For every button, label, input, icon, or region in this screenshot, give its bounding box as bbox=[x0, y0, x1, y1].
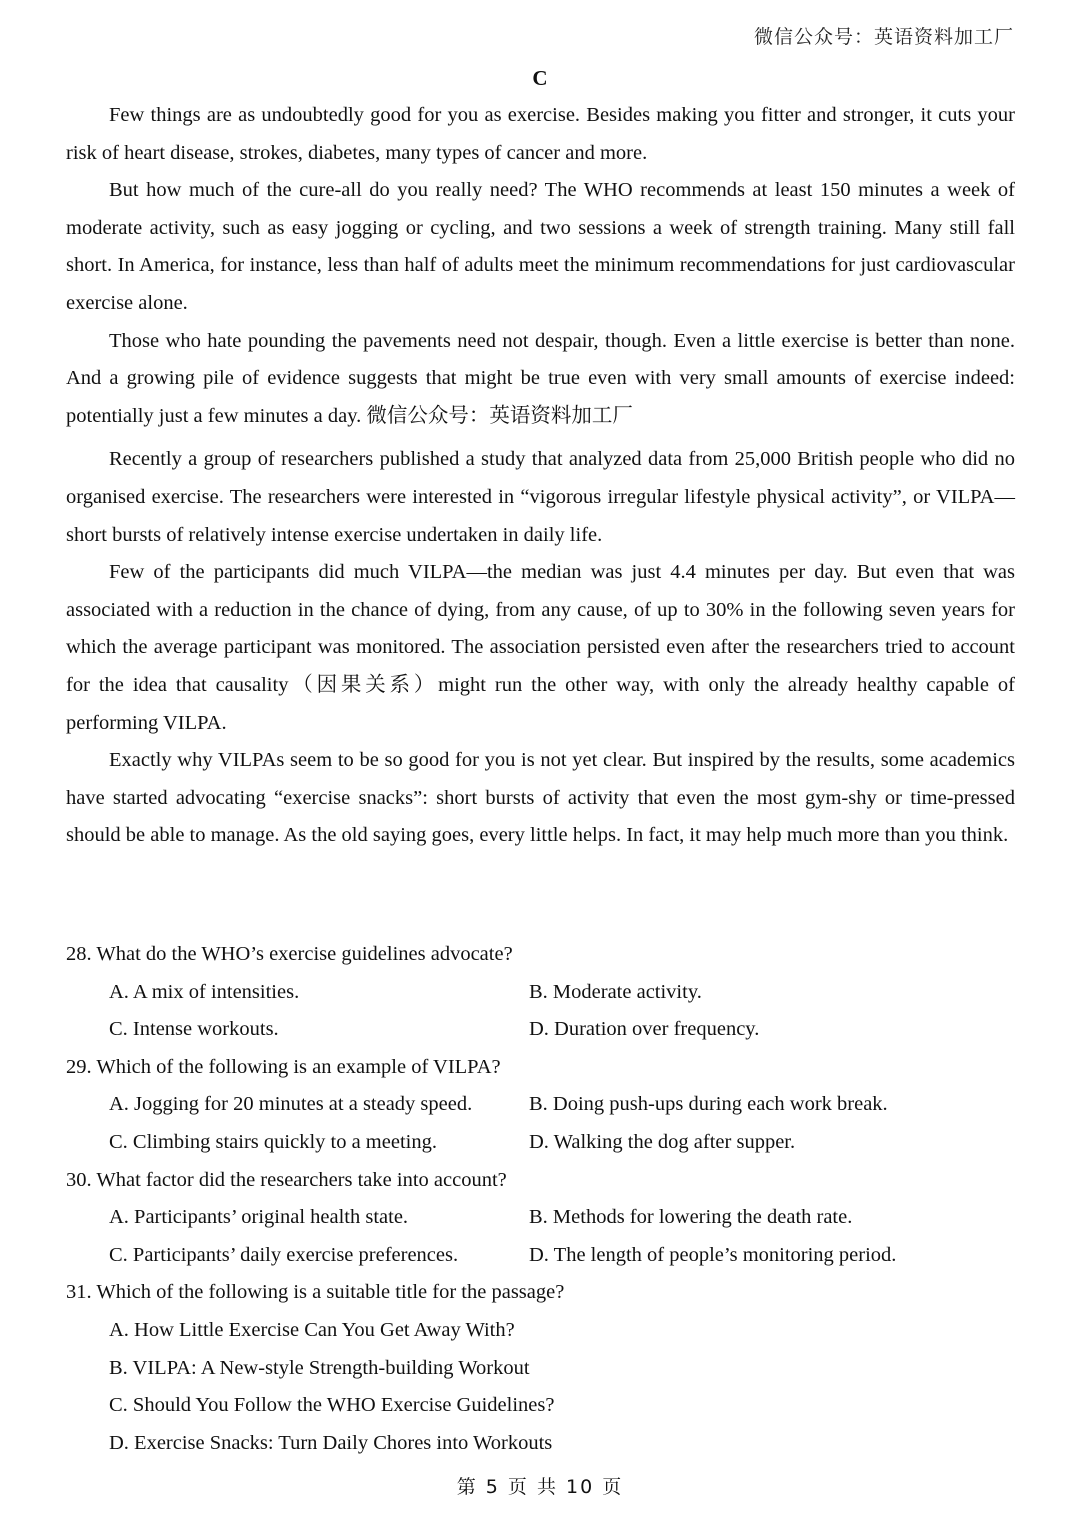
question-28 bbox=[66, 936, 1015, 1049]
option-d: D. Duration over frequency. bbox=[529, 1018, 760, 1041]
option-a: A. Jogging for 20 minutes at a steady speed. bbox=[109, 1093, 473, 1116]
page-number: 第 5 页 共 10 页 bbox=[456, 1476, 624, 1498]
option-d: D. Exercise Snacks: Turn Daily Chores into Workouts bbox=[109, 1431, 553, 1454]
question-stem: 29. Which of the following is an example of VILPA? bbox=[66, 1055, 501, 1078]
option-a: A. A mix of intensities. bbox=[109, 980, 300, 1003]
option-b: B. Doing push-ups during each work break. bbox=[529, 1093, 888, 1116]
reading-passage bbox=[66, 97, 1015, 855]
question-stem: 28. What do the WHO’s exercise guidelines advocate? bbox=[66, 943, 513, 965]
option-a: A. Participants’ original health state. bbox=[109, 1206, 409, 1229]
option-d: D. The length of people’s monitoring period. bbox=[529, 1243, 897, 1266]
question-list bbox=[66, 936, 1015, 1462]
section-letter: C bbox=[532, 66, 548, 90]
passage-paragraph-3: Those who hate pounding the pavements need not despair, though. Even a little exercise is better than none. And a growing pile of evidence suggests that might be true even with very small amounts of exercise indeed: potentially just a few minutes a day. 微信公众号：英语资料加工厂 bbox=[66, 329, 1015, 427]
passage-paragraph-6: Exactly why VILPAs seem to be so good for you is not yet clear. But inspired by the results, some academics have started advocating “exercise snacks”: short bursts of activity that even the most gym-shy or time-pressed should be able to manage. As the old saying goes, every little helps. In fact, it may help much more than you think. bbox=[66, 749, 1015, 847]
option-c: C. Should You Follow the WHO Exercise Guidelines? bbox=[109, 1394, 555, 1417]
watermark-header: 微信公众号：英语资料加工厂 bbox=[753, 26, 1014, 48]
question-31 bbox=[66, 1274, 1015, 1462]
option-b: B. Moderate activity. bbox=[529, 980, 702, 1003]
option-b: B. Methods for lowering the death rate. bbox=[529, 1206, 853, 1229]
question-stem: 30. What factor did the researchers take into account? bbox=[66, 1168, 507, 1191]
passage-paragraph-1: Few things are as undoubtedly good for you as exercise. Besides making you fitter and stronger, it cuts your risk of heart disease, strokes, diabetes, many types of cancer and more. bbox=[66, 104, 1015, 164]
question-30 bbox=[66, 1162, 1015, 1275]
question-29 bbox=[66, 1049, 1015, 1162]
option-a: A. How Little Exercise Can You Get Away With? bbox=[109, 1318, 515, 1341]
passage-paragraph-5: Few of the participants did much VILPA—the median was just 4.4 minutes per day. But even that was associated with a reduction in the chance of dying, from any cause, of up to 30% in the following seven years for which the average participant was monitored. The association persisted even after the researchers tried to account for the idea that causality（因果关系）might run the other way, with only the already healthy capable of performing VILPA. bbox=[66, 561, 1015, 734]
option-c: C. Intense workouts. bbox=[109, 1018, 279, 1041]
option-b: B. VILPA: A New-style Strength-building Workout bbox=[109, 1356, 530, 1379]
passage-paragraph-2: But how much of the cure-all do you really need? The WHO recommends at least 150 minutes a week of moderate activity, such as easy jogging or cycling, and two sessions a week of strength training. Many still fall short. In America, for instance, less than half of adults meet the minimum recommendations for just cardiovascular exercise alone. bbox=[66, 179, 1015, 314]
question-stem: 31. Which of the following is a suitable title for the passage? bbox=[66, 1281, 565, 1304]
option-d: D. Walking the dog after supper. bbox=[529, 1130, 796, 1153]
option-c: C. Participants’ daily exercise preferences. bbox=[109, 1243, 459, 1266]
option-c: C. Climbing stairs quickly to a meeting. bbox=[109, 1130, 437, 1153]
passage-paragraph-4: Recently a group of researchers published a study that analyzed data from 25,000 British people who did no organised exercise. The researchers were interested in “vigorous irregular lifestyle physical activity”, or VILPA—short bursts of relatively intense exercise undertaken in daily life. bbox=[66, 448, 1015, 546]
